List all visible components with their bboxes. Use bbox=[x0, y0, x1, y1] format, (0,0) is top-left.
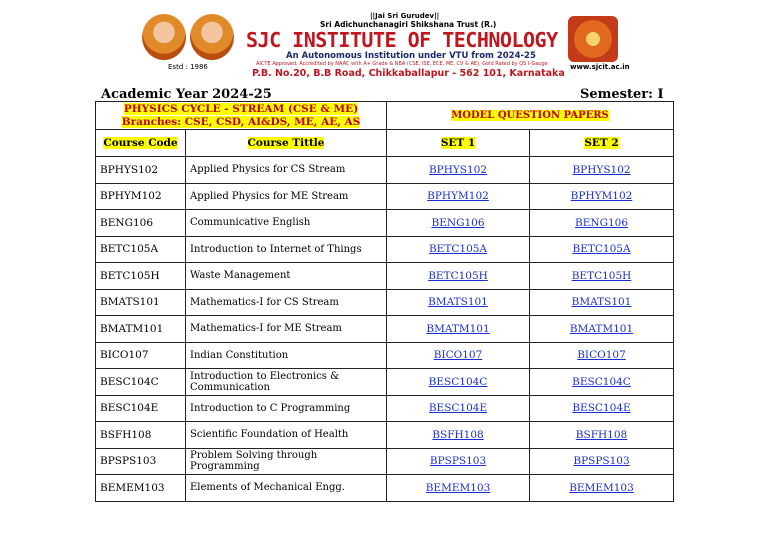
set1-paper-link[interactable]: BEMEM103 bbox=[425, 481, 491, 494]
set1-paper-link[interactable]: BPSPS103 bbox=[429, 455, 487, 468]
set2-paper-cell bbox=[530, 263, 674, 290]
col-header-set1-label: SET 1 bbox=[440, 137, 476, 149]
model-papers-title: MODEL QUESTION PAPERS bbox=[451, 110, 609, 121]
set2-paper-cell bbox=[530, 369, 674, 396]
set1-paper-link[interactable]: BICO107 bbox=[433, 349, 483, 362]
course-title-cell: Applied Physics for CS Stream bbox=[186, 157, 387, 184]
set2-paper-cell bbox=[530, 342, 674, 369]
course-title-cell: Problem Solving through Programming bbox=[186, 448, 387, 475]
set1-paper-cell bbox=[387, 157, 530, 184]
semester-label: Semester: I bbox=[580, 87, 664, 102]
set1-paper-link[interactable]: BETC105H bbox=[428, 269, 488, 282]
col-header-code bbox=[96, 130, 186, 157]
college-address: P.B. No.20, B.B Road, Chikkaballapur - 562 101, Karnataka bbox=[252, 68, 565, 79]
model-papers-header bbox=[387, 102, 674, 130]
college-name: SJC INSTITUTE OF TECHNOLOGY bbox=[246, 28, 558, 52]
set2-paper-cell bbox=[530, 422, 674, 449]
set2-paper-cell bbox=[530, 183, 674, 210]
set1-paper-link[interactable]: BPHYS102 bbox=[428, 163, 488, 176]
set1-paper-cell bbox=[387, 448, 530, 475]
course-title-cell: Introduction to C Programming bbox=[186, 395, 387, 422]
set2-paper-link[interactable]: BENG106 bbox=[575, 216, 628, 229]
course-title-cell: Communicative English bbox=[186, 210, 387, 237]
college-website: www.sjcit.ac.in bbox=[570, 63, 630, 71]
course-code-cell: BESC104C bbox=[96, 369, 186, 396]
course-code-cell: BPHYS102 bbox=[96, 157, 186, 184]
established-year: Estd : 1986 bbox=[168, 63, 208, 71]
col-header-code-label: Course Code bbox=[103, 137, 178, 149]
course-code-cell: BETC105H bbox=[96, 263, 186, 290]
accreditation-text: AICTE Approved, Accredited by NAAC with A+ Grade & NBA (CSE, ISE, ECE, ME, CV & AE), Gold Rated by QS I-Gauge bbox=[256, 61, 548, 67]
set2-paper-link[interactable]: BSFH108 bbox=[575, 428, 628, 441]
course-code-cell: BENG106 bbox=[96, 210, 186, 237]
question-papers-table bbox=[95, 101, 674, 502]
table-row bbox=[96, 342, 674, 369]
set2-paper-link[interactable]: BPHYM102 bbox=[570, 190, 633, 203]
course-title-cell: Introduction to Electronics & Communication bbox=[186, 369, 387, 396]
course-title-cell: Elements of Mechanical Engg. bbox=[186, 475, 387, 502]
set1-paper-link[interactable]: BESC104E bbox=[428, 402, 488, 415]
col-header-title-label: Course Tittle bbox=[247, 137, 325, 149]
set2-paper-link[interactable]: BESC104E bbox=[572, 402, 631, 415]
set2-paper-link[interactable]: BMATS101 bbox=[571, 296, 632, 309]
set2-paper-cell bbox=[530, 236, 674, 263]
table-row bbox=[96, 395, 674, 422]
table-row bbox=[96, 316, 674, 343]
branches-list: Branches: CSE, CSD, AI&DS, ME, AE, AS bbox=[121, 115, 361, 128]
academic-year: Academic Year 2024-25 bbox=[101, 87, 272, 102]
set1-paper-link[interactable]: BETC105A bbox=[428, 243, 488, 256]
set1-paper-link[interactable]: BENG106 bbox=[431, 216, 485, 229]
table-row bbox=[96, 157, 674, 184]
set2-paper-cell bbox=[530, 210, 674, 237]
set1-paper-cell bbox=[387, 289, 530, 316]
set2-paper-link[interactable]: BEMEM103 bbox=[569, 481, 634, 494]
founder-portrait-1 bbox=[142, 14, 186, 60]
table-row bbox=[96, 263, 674, 290]
founder-portrait-2 bbox=[190, 14, 234, 60]
table-row bbox=[96, 422, 674, 449]
set2-paper-link[interactable]: BETC105A bbox=[572, 243, 631, 256]
set1-paper-cell bbox=[387, 475, 530, 502]
course-code-cell: BPHYM102 bbox=[96, 183, 186, 210]
set1-paper-cell bbox=[387, 316, 530, 343]
cycle-title: PHYSICS CYCLE - STREAM (CSE & ME) bbox=[123, 102, 359, 115]
table-row bbox=[96, 210, 674, 237]
set1-paper-cell bbox=[387, 369, 530, 396]
trust-name: Sri Adichunchanagiri Shikshana Trust (R.) bbox=[320, 20, 497, 29]
course-title-cell: Indian Constitution bbox=[186, 342, 387, 369]
course-title-cell: Scientific Foundation of Health bbox=[186, 422, 387, 449]
course-code-cell: BSFH108 bbox=[96, 422, 186, 449]
course-code-cell: BETC105A bbox=[96, 236, 186, 263]
course-title-cell: Applied Physics for ME Stream bbox=[186, 183, 387, 210]
set1-paper-link[interactable]: BMATM101 bbox=[426, 322, 490, 335]
set2-paper-cell bbox=[530, 157, 674, 184]
col-header-set2 bbox=[530, 130, 674, 157]
set2-paper-cell bbox=[530, 448, 674, 475]
set2-paper-link[interactable]: BPHYS102 bbox=[572, 163, 631, 176]
set1-paper-cell bbox=[387, 342, 530, 369]
course-title-cell: Waste Management bbox=[186, 263, 387, 290]
table-row bbox=[96, 369, 674, 396]
table-row bbox=[96, 289, 674, 316]
course-title-cell: Mathematics-I for ME Stream bbox=[186, 316, 387, 343]
course-code-cell: BEMEM103 bbox=[96, 475, 186, 502]
set1-paper-cell bbox=[387, 236, 530, 263]
course-code-cell: BMATS101 bbox=[96, 289, 186, 316]
set1-paper-cell bbox=[387, 210, 530, 237]
cycle-header bbox=[96, 102, 387, 130]
table-row bbox=[96, 236, 674, 263]
set2-paper-link[interactable]: BMATM101 bbox=[569, 322, 634, 335]
set1-paper-cell bbox=[387, 395, 530, 422]
course-code-cell: BPSPS103 bbox=[96, 448, 186, 475]
set1-paper-link[interactable]: BPHYM102 bbox=[427, 190, 489, 203]
set1-paper-link[interactable]: BMATS101 bbox=[428, 296, 488, 309]
invocation-text: ||Jai Sri Gurudev|| bbox=[370, 12, 440, 20]
set1-paper-link[interactable]: BSFH108 bbox=[432, 428, 484, 441]
set2-paper-link[interactable]: BICO107 bbox=[577, 349, 626, 362]
set1-paper-link[interactable]: BESC104C bbox=[428, 375, 488, 388]
set1-paper-cell bbox=[387, 422, 530, 449]
course-code-cell: BESC104E bbox=[96, 395, 186, 422]
set2-paper-cell bbox=[530, 316, 674, 343]
set1-paper-cell bbox=[387, 263, 530, 290]
table-row bbox=[96, 183, 674, 210]
course-title-cell: Introduction to Internet of Things bbox=[186, 236, 387, 263]
college-emblem-logo bbox=[568, 16, 618, 62]
table-row bbox=[96, 475, 674, 502]
college-header bbox=[138, 10, 628, 82]
col-header-title bbox=[186, 130, 387, 157]
set2-paper-cell bbox=[530, 289, 674, 316]
course-code-cell: BMATM101 bbox=[96, 316, 186, 343]
set2-paper-cell bbox=[530, 475, 674, 502]
set2-paper-link[interactable]: BETC105H bbox=[571, 269, 632, 282]
col-header-set1 bbox=[387, 130, 530, 157]
set2-paper-link[interactable]: BPSPS103 bbox=[573, 455, 630, 468]
set2-paper-cell bbox=[530, 395, 674, 422]
table-row bbox=[96, 448, 674, 475]
col-header-set2-label: SET 2 bbox=[584, 137, 619, 149]
autonomous-status: An Autonomous Institution under VTU from 2024-25 bbox=[286, 51, 536, 61]
set2-paper-link[interactable]: BESC104C bbox=[572, 375, 631, 388]
course-title-cell: Mathematics-I for CS Stream bbox=[186, 289, 387, 316]
set1-paper-cell bbox=[387, 183, 530, 210]
course-code-cell: BICO107 bbox=[96, 342, 186, 369]
